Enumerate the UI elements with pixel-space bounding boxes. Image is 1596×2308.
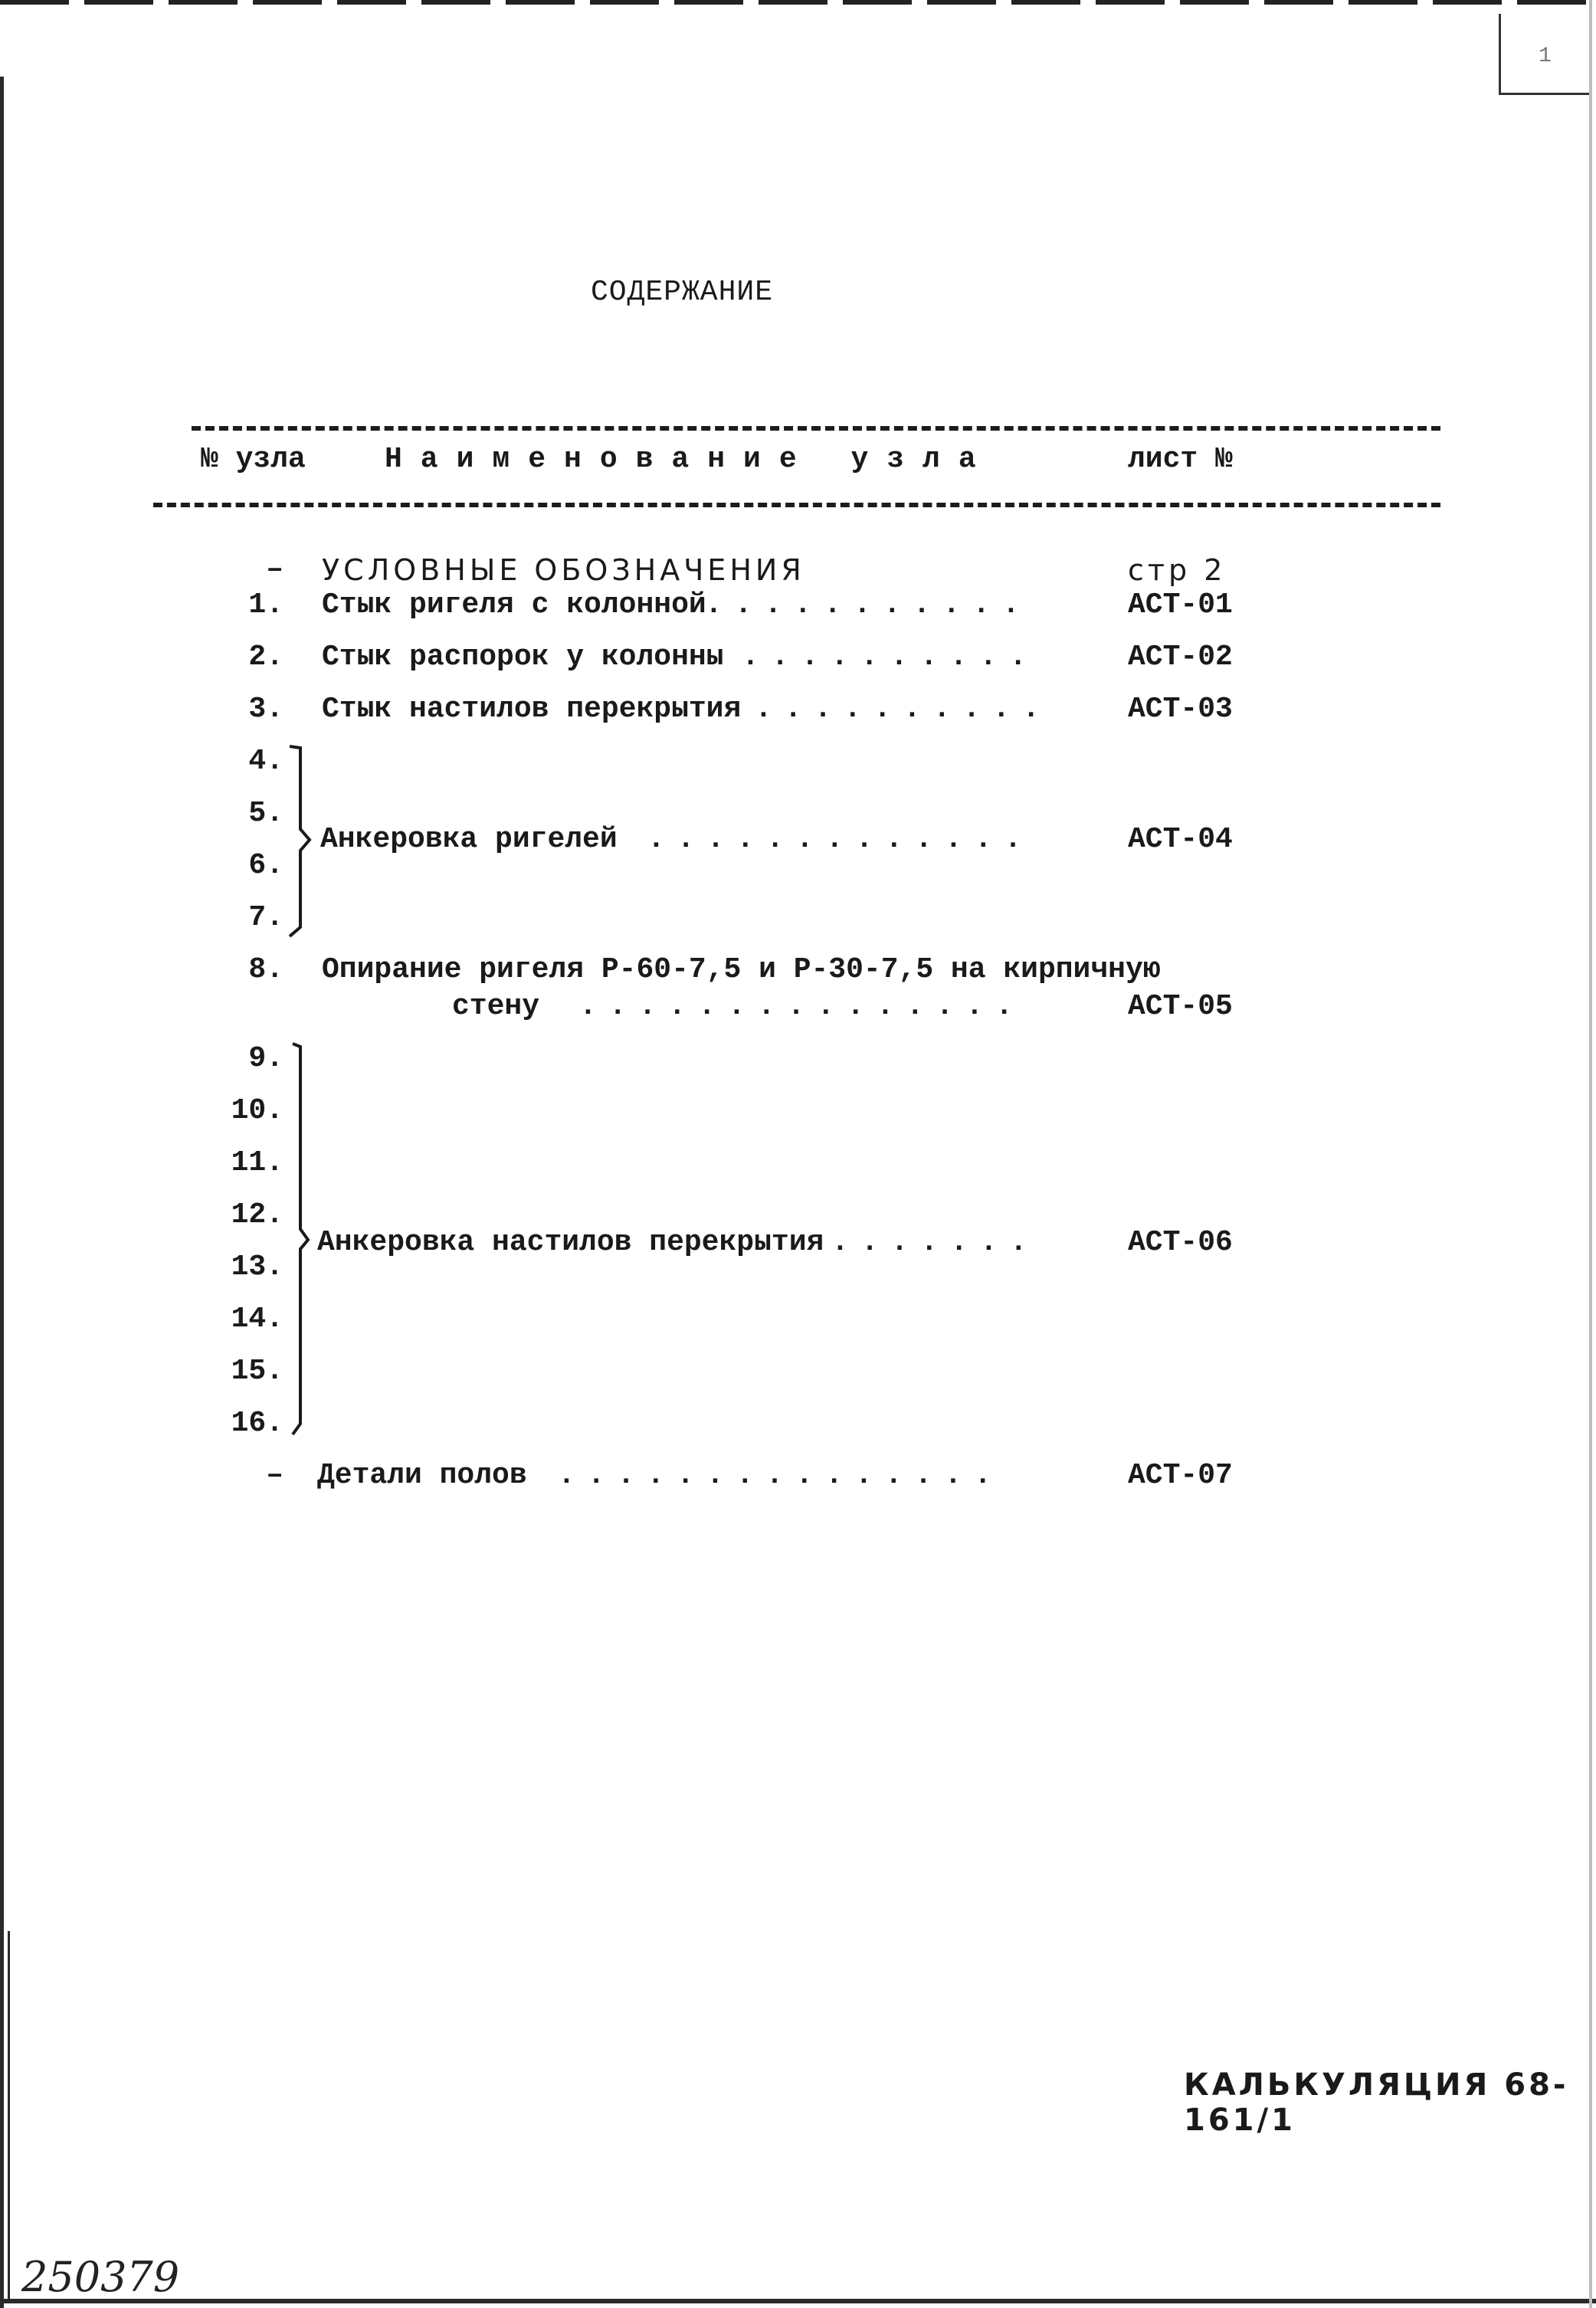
page-frame-right: [1589, 0, 1592, 2308]
row-number: –: [266, 553, 283, 586]
group-number: 16.: [231, 1407, 283, 1440]
group-number: 14.: [231, 1303, 283, 1336]
group-number: 5.: [248, 797, 283, 830]
column-header-sheet: лист №: [1128, 443, 1233, 476]
header-rule-bottom: [153, 503, 1440, 507]
row-name-line2: стену: [452, 990, 540, 1023]
row-leader-dots: ...............: [558, 1459, 1004, 1492]
handwritten-number: 250379: [21, 2253, 180, 2301]
row-number: 2.: [248, 641, 283, 674]
row-name: Стык распорок у колонны: [322, 641, 724, 674]
group-number: 13.: [231, 1251, 283, 1283]
page-frame-bottom: [0, 2299, 1596, 2303]
group-number: 10.: [231, 1094, 283, 1127]
group-number: 11.: [231, 1146, 283, 1179]
sheet-number-box: [1499, 14, 1589, 95]
row-sheet: стр 2: [1128, 553, 1227, 587]
row-leader-dots: ...............: [579, 990, 1026, 1023]
row-number: –: [266, 1459, 283, 1492]
row-name: УСЛОВНЫЕ ОБОЗНАЧЕНИЯ: [322, 553, 805, 587]
row-leader-dots: .............: [647, 823, 1034, 856]
group-sheet: АСТ-06: [1128, 1226, 1233, 1259]
column-header-name: Наименование узла: [385, 443, 995, 476]
page-title: СОДЕРЖАНИЕ: [590, 276, 774, 309]
header-rule-top: [192, 426, 1440, 431]
row-name: Стык настилов перекрытия: [322, 693, 742, 726]
group-number: 12.: [231, 1198, 283, 1231]
page-frame-left-inner: [8, 1931, 10, 2299]
group-brace: [283, 1041, 314, 1439]
row-leader-dots: .......: [831, 1226, 1040, 1259]
row-sheet: АСТ-03: [1128, 693, 1233, 726]
row-number: 8.: [248, 953, 283, 986]
group-number: 4.: [248, 745, 283, 778]
page-frame-left: [0, 77, 4, 2308]
page-frame-top: [0, 0, 1596, 5]
row-sheet: АСТ-05: [1128, 990, 1233, 1023]
row-name: Стык ригеля с колонной: [322, 588, 706, 621]
group-number: 7.: [248, 901, 283, 934]
sheet-number: 1: [1539, 44, 1552, 68]
group-number: 9.: [248, 1042, 283, 1075]
group-brace: [283, 743, 314, 943]
row-name: Детали полов: [317, 1459, 527, 1492]
group-number: 6.: [248, 849, 283, 882]
row-number: 1.: [248, 588, 283, 621]
group-name: Анкеровка ригелей: [320, 823, 618, 856]
group-number: 15.: [231, 1355, 283, 1388]
row-leader-dots: ..........: [755, 693, 1053, 726]
row-number: 3.: [248, 693, 283, 726]
row-name-line1: Опирание ригеля Р-60-7,5 и Р-30-7,5 на кирпичную: [322, 953, 1161, 986]
row-sheet: АСТ-02: [1128, 641, 1233, 674]
row-leader-dots: ...........: [705, 588, 1032, 621]
row-sheet: АСТ-07: [1128, 1459, 1233, 1492]
group-sheet: АСТ-04: [1128, 823, 1233, 856]
row-sheet: АСТ-01: [1128, 588, 1233, 621]
group-name: Анкеровка настилов перекрытия: [317, 1226, 824, 1259]
row-leader-dots: ..........: [742, 641, 1040, 674]
document-code: КАЛЬКУЛЯЦИЯ 68-161/1: [1184, 2067, 1569, 2138]
column-header-number: № узла: [201, 443, 306, 476]
